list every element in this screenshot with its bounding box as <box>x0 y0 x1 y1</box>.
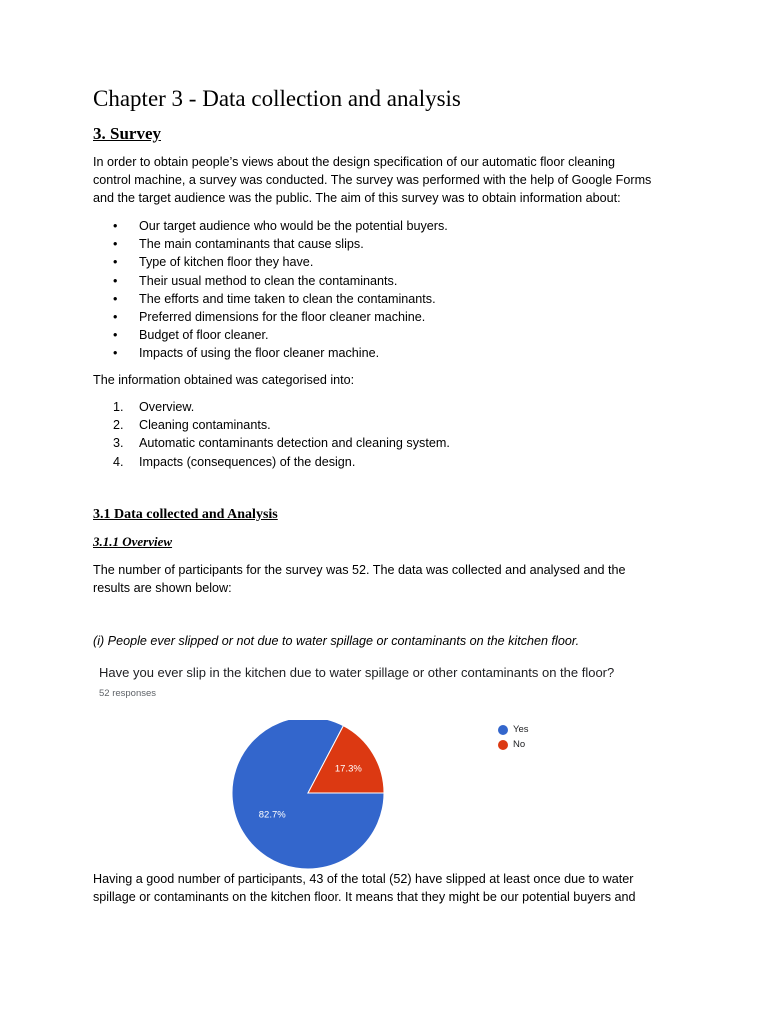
participants-line: The number of participants for the survey was 52. The data was collected and analysed and the <box>93 563 626 577</box>
legend-label-yes: Yes <box>513 724 529 735</box>
chart-title: Have you ever slip in the kitchen due to water spillage or other contaminants on the floor? <box>99 665 615 680</box>
list-item <box>113 308 448 326</box>
list-item <box>113 326 448 344</box>
intro-paragraph <box>93 153 683 207</box>
list-item-text: Our target audience who would be the potential buyers. <box>139 219 448 233</box>
subsection-heading: 3.1.1 Overview <box>93 534 173 549</box>
participants-line: results are shown below: <box>93 581 232 595</box>
list-item <box>113 253 448 271</box>
survey-aims-list <box>113 217 448 363</box>
list-item-text: Impacts of using the floor cleaner machine. <box>139 346 380 361</box>
intro-line: control machine, a survey was conducted. The survey was performed with the help of Google Forms <box>93 173 652 187</box>
list-item <box>113 434 450 452</box>
categories-list <box>113 398 450 471</box>
bullet-icon: • <box>113 255 118 270</box>
list-number: 3. <box>113 436 124 451</box>
legend-swatch-yes <box>498 725 508 735</box>
list-item-text: Preferred dimensions for the floor cleaner machine. <box>139 310 426 325</box>
bullet-icon: • <box>113 310 118 325</box>
list-item-text: Automatic contaminants detection and cleaning system. <box>139 436 450 451</box>
list-item <box>113 217 448 235</box>
conclusion-line: Having a good number of participants, 43 of the total (52) have slipped at least once due to water <box>93 872 634 886</box>
survey-heading: 3. Survey <box>93 124 161 143</box>
list-item-text: The efforts and time taken to clean the contaminants. <box>139 291 436 306</box>
legend-item-yes <box>498 724 529 739</box>
categorised-intro: The information obtained was categorised into: <box>93 373 355 387</box>
participants-paragraph <box>93 561 683 597</box>
conclusion-line: spillage or contaminants on the kitchen floor. It means that they might be our potential buyers and <box>93 890 636 904</box>
bullet-icon: • <box>113 346 118 361</box>
list-item <box>113 344 448 362</box>
list-item-text: Overview. <box>139 400 195 414</box>
bullet-icon: • <box>113 328 118 343</box>
list-item-text: Type of kitchen floor they have. <box>139 255 314 270</box>
list-item <box>113 290 448 308</box>
list-item-text: Their usual method to clean the contaminants. <box>139 273 398 288</box>
list-item <box>113 272 448 290</box>
pie-label-yes: 82.7% <box>258 809 286 821</box>
intro-line: In order to obtain people’s views about the design specification of our automatic floor cleaning <box>93 155 616 169</box>
chart-response-count: 52 responses <box>99 688 157 699</box>
list-item <box>113 416 450 434</box>
legend-item-no <box>498 739 529 754</box>
section-heading: 3.1 Data collected and Analysis <box>93 507 278 522</box>
legend-label-no: No <box>513 739 526 750</box>
pie-chart <box>220 720 400 880</box>
bullet-icon: • <box>113 219 118 233</box>
list-number: 1. <box>113 400 124 414</box>
bullet-icon: • <box>113 273 118 288</box>
chapter-title: Chapter 3 - Data collection and analysis <box>93 86 461 111</box>
legend-swatch-no <box>498 740 508 750</box>
list-item <box>113 398 450 416</box>
list-number: 4. <box>113 454 124 469</box>
list-item <box>113 235 448 253</box>
list-item-text: Impacts (consequences) of the design. <box>139 454 356 469</box>
list-number: 2. <box>113 418 124 433</box>
bullet-icon: • <box>113 291 118 306</box>
list-item-text: Budget of floor cleaner. <box>139 328 269 343</box>
list-item-text: Cleaning contaminants. <box>139 418 271 433</box>
list-item-text: The main contaminants that cause slips. <box>139 237 364 252</box>
intro-line: and the target audience was the public. The aim of this survey was to obtain information about: <box>93 191 621 205</box>
conclusion-paragraph <box>93 870 683 906</box>
pie-label-no: 17.3% <box>334 763 362 775</box>
bullet-icon: • <box>113 237 118 252</box>
list-item <box>113 453 450 471</box>
figure-caption: (i) People ever slipped or not due to water spillage or contaminants on the kitchen floor. <box>93 634 580 648</box>
chart-legend <box>498 724 529 754</box>
